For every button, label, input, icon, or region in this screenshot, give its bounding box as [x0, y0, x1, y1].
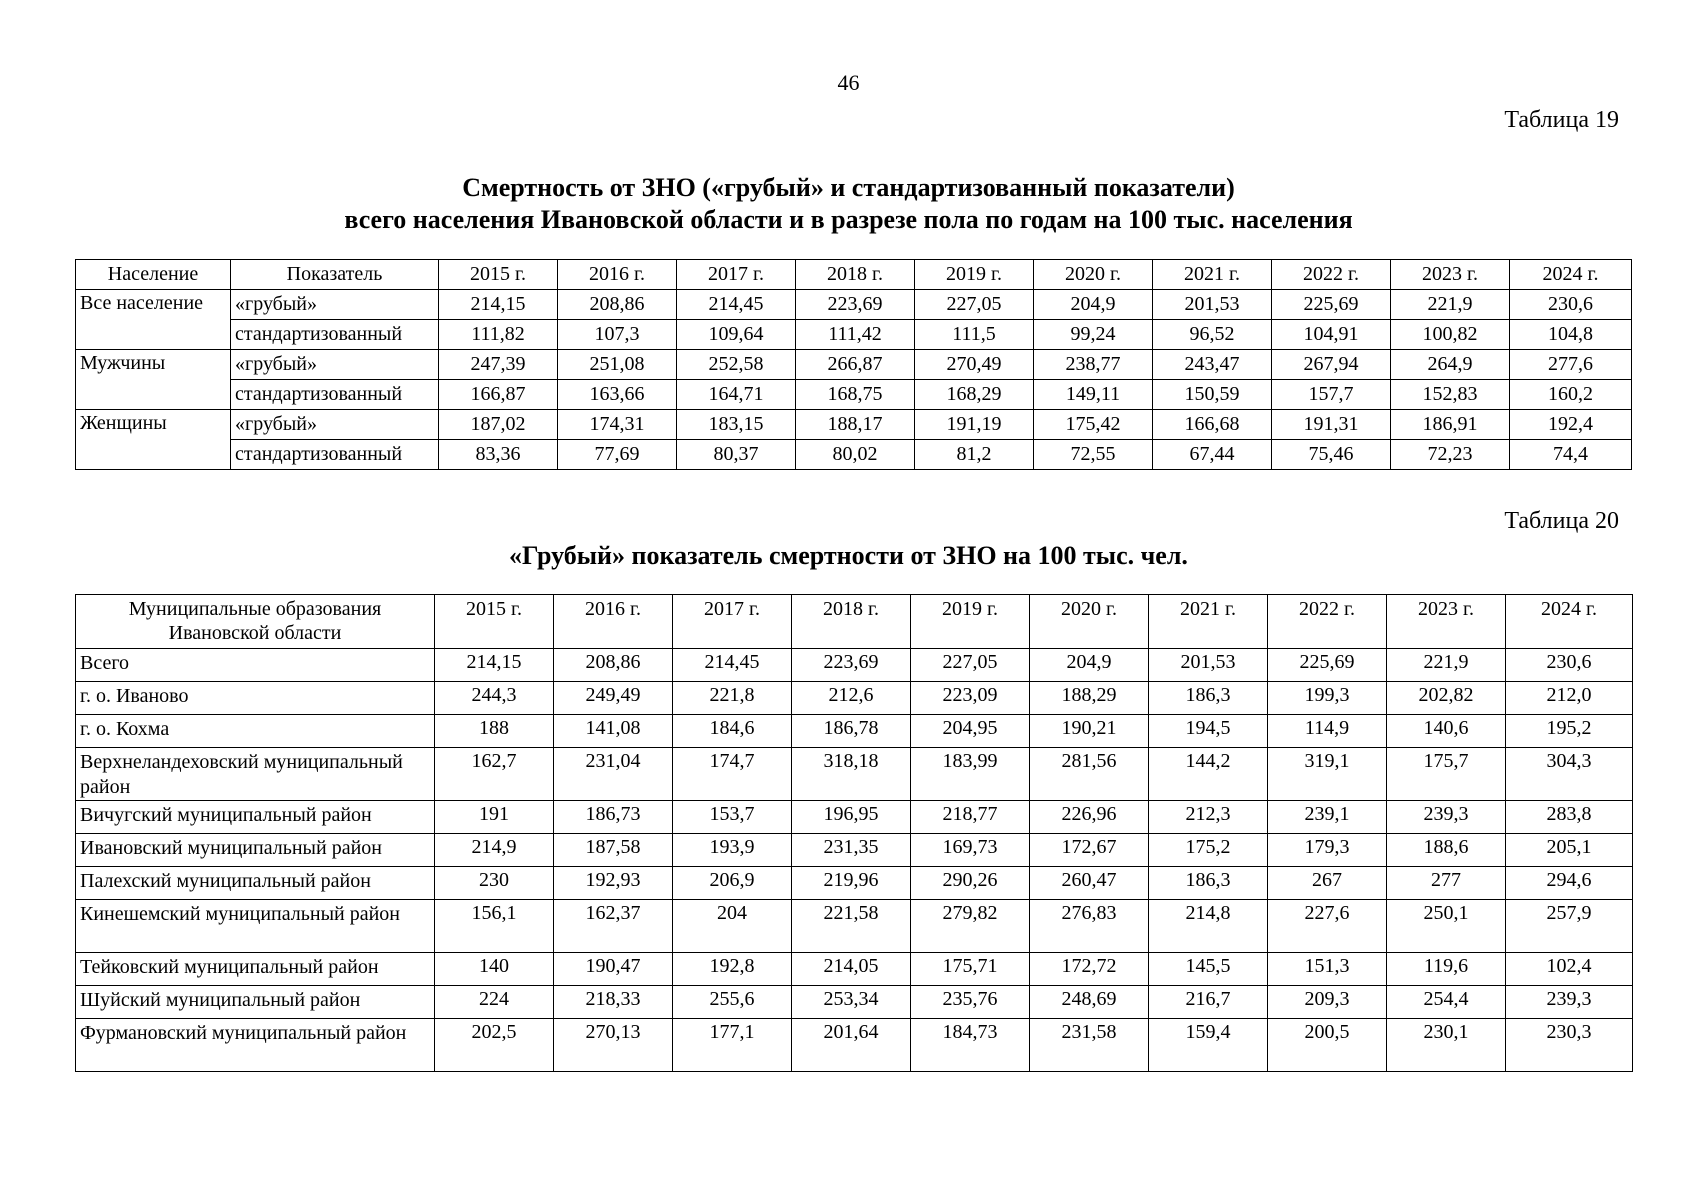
value-cell: 163,66 — [558, 380, 677, 410]
value-cell: 67,44 — [1153, 440, 1272, 470]
value-cell: 160,2 — [1510, 380, 1632, 410]
value-cell: 318,18 — [792, 748, 911, 801]
value-cell: 77,69 — [558, 440, 677, 470]
value-cell: 175,2 — [1149, 834, 1268, 867]
indicator-cell: стандартизованный — [231, 380, 439, 410]
value-cell: 214,9 — [435, 834, 554, 867]
table-row — [76, 320, 1632, 350]
value-cell: 212,6 — [792, 682, 911, 715]
value-cell: 187,02 — [439, 410, 558, 440]
value-cell: 186,78 — [792, 715, 911, 748]
value-cell: 235,76 — [911, 986, 1030, 1019]
header-year: 2020 г. — [1030, 595, 1149, 649]
value-cell: 218,33 — [554, 986, 673, 1019]
value-cell: 179,3 — [1268, 834, 1387, 867]
value-cell: 157,7 — [1272, 380, 1391, 410]
municipality-cell: г. о. Кохма — [76, 715, 435, 748]
header-year: 2024 г. — [1510, 260, 1632, 290]
table-row — [76, 649, 1633, 682]
value-cell: 267 — [1268, 867, 1387, 900]
value-cell: 277,6 — [1510, 350, 1632, 380]
value-cell: 214,15 — [435, 649, 554, 682]
header-year: 2016 г. — [554, 595, 673, 649]
table-19-title-line-1: Смертность от ЗНО («грубый» и стандартизованный показатели) — [462, 173, 1235, 202]
indicator-cell: стандартизованный — [231, 320, 439, 350]
value-cell: 153,7 — [673, 801, 792, 834]
value-cell: 225,69 — [1268, 649, 1387, 682]
value-cell: 188,29 — [1030, 682, 1149, 715]
value-cell: 186,3 — [1149, 867, 1268, 900]
value-cell: 225,69 — [1272, 290, 1391, 320]
value-cell: 114,9 — [1268, 715, 1387, 748]
value-cell: 281,56 — [1030, 748, 1149, 801]
value-cell: 104,8 — [1510, 320, 1632, 350]
value-cell: 204,9 — [1034, 290, 1153, 320]
value-cell: 212,0 — [1506, 682, 1633, 715]
value-cell: 156,1 — [435, 900, 554, 953]
value-cell: 192,4 — [1510, 410, 1632, 440]
value-cell: 230 — [435, 867, 554, 900]
value-cell: 219,96 — [792, 867, 911, 900]
table-row — [76, 440, 1632, 470]
value-cell: 150,59 — [1153, 380, 1272, 410]
header-year: 2024 г. — [1506, 595, 1633, 649]
value-cell: 227,05 — [915, 290, 1034, 320]
indicator-cell: стандартизованный — [231, 440, 439, 470]
header-year: 2018 г. — [796, 260, 915, 290]
value-cell: 226,96 — [1030, 801, 1149, 834]
value-cell: 214,15 — [439, 290, 558, 320]
value-cell: 119,6 — [1387, 953, 1506, 986]
value-cell: 223,69 — [792, 649, 911, 682]
value-cell: 221,9 — [1391, 290, 1510, 320]
value-cell: 214,05 — [792, 953, 911, 986]
value-cell: 172,67 — [1030, 834, 1149, 867]
table-row — [76, 290, 1632, 320]
value-cell: 175,42 — [1034, 410, 1153, 440]
value-cell: 188,17 — [796, 410, 915, 440]
value-cell: 80,02 — [796, 440, 915, 470]
header-year: 2022 г. — [1268, 595, 1387, 649]
table-row — [76, 801, 1633, 834]
value-cell: 102,4 — [1506, 953, 1633, 986]
value-cell: 294,6 — [1506, 867, 1633, 900]
value-cell: 221,8 — [673, 682, 792, 715]
value-cell: 183,15 — [677, 410, 796, 440]
header-year: 2015 г. — [439, 260, 558, 290]
value-cell: 201,64 — [792, 1019, 911, 1072]
value-cell: 74,4 — [1510, 440, 1632, 470]
value-cell: 186,3 — [1149, 682, 1268, 715]
header-year: 2021 г. — [1153, 260, 1272, 290]
value-cell: 238,77 — [1034, 350, 1153, 380]
value-cell: 239,3 — [1387, 801, 1506, 834]
value-cell: 186,73 — [554, 801, 673, 834]
value-cell: 247,39 — [439, 350, 558, 380]
value-cell: 206,9 — [673, 867, 792, 900]
value-cell: 81,2 — [915, 440, 1034, 470]
value-cell: 144,2 — [1149, 748, 1268, 801]
value-cell: 140 — [435, 953, 554, 986]
table-20-header-row — [76, 595, 1633, 649]
indicator-cell: «грубый» — [231, 290, 439, 320]
header-population: Население — [76, 260, 231, 290]
value-cell: 164,71 — [677, 380, 796, 410]
value-cell: 149,11 — [1034, 380, 1153, 410]
value-cell: 214,45 — [673, 649, 792, 682]
mortality-table-by-sex — [75, 259, 1632, 470]
value-cell: 169,73 — [911, 834, 1030, 867]
population-cell: Женщины — [76, 410, 231, 470]
value-cell: 244,3 — [435, 682, 554, 715]
value-cell: 159,4 — [1149, 1019, 1268, 1072]
value-cell: 204 — [673, 900, 792, 953]
value-cell: 140,6 — [1387, 715, 1506, 748]
value-cell: 166,68 — [1153, 410, 1272, 440]
value-cell: 107,3 — [558, 320, 677, 350]
value-cell: 191 — [435, 801, 554, 834]
value-cell: 204,95 — [911, 715, 1030, 748]
table-20-title: «Грубый» показатель смертности от ЗНО на 100 тыс. чел. — [509, 541, 1188, 570]
value-cell: 75,46 — [1272, 440, 1391, 470]
header-year: 2015 г. — [435, 595, 554, 649]
value-cell: 270,13 — [554, 1019, 673, 1072]
value-cell: 96,52 — [1153, 320, 1272, 350]
municipality-cell: Кинешемский муниципальный район — [76, 900, 435, 953]
table-row — [76, 748, 1633, 801]
municipality-cell: Верхнеландеховский муниципальный район — [76, 748, 435, 801]
value-cell: 227,05 — [911, 649, 1030, 682]
value-cell: 212,3 — [1149, 801, 1268, 834]
value-cell: 230,6 — [1506, 649, 1633, 682]
value-cell: 196,95 — [792, 801, 911, 834]
header-year: 2017 г. — [677, 260, 796, 290]
value-cell: 141,08 — [554, 715, 673, 748]
value-cell: 186,91 — [1391, 410, 1510, 440]
table-row — [76, 380, 1632, 410]
value-cell: 175,7 — [1387, 748, 1506, 801]
value-cell: 267,94 — [1272, 350, 1391, 380]
value-cell: 208,86 — [558, 290, 677, 320]
value-cell: 276,83 — [1030, 900, 1149, 953]
value-cell: 201,53 — [1149, 649, 1268, 682]
value-cell: 221,9 — [1387, 649, 1506, 682]
header-year: 2022 г. — [1272, 260, 1391, 290]
value-cell: 266,87 — [796, 350, 915, 380]
municipality-cell: Палехский муниципальный район — [76, 867, 435, 900]
value-cell: 166,87 — [439, 380, 558, 410]
value-cell: 243,47 — [1153, 350, 1272, 380]
table-row — [76, 410, 1632, 440]
value-cell: 100,82 — [1391, 320, 1510, 350]
value-cell: 249,49 — [554, 682, 673, 715]
value-cell: 188,6 — [1387, 834, 1506, 867]
value-cell: 99,24 — [1034, 320, 1153, 350]
value-cell: 204,9 — [1030, 649, 1149, 682]
value-cell: 218,77 — [911, 801, 1030, 834]
header-year: 2023 г. — [1391, 260, 1510, 290]
value-cell: 187,58 — [554, 834, 673, 867]
municipality-cell: Всего — [76, 649, 435, 682]
municipality-cell: Тейковский муниципальный район — [76, 953, 435, 986]
value-cell: 230,6 — [1510, 290, 1632, 320]
value-cell: 216,7 — [1149, 986, 1268, 1019]
value-cell: 239,1 — [1268, 801, 1387, 834]
municipality-cell: Вичугский муниципальный район — [76, 801, 435, 834]
value-cell: 109,64 — [677, 320, 796, 350]
value-cell: 257,9 — [1506, 900, 1633, 953]
value-cell: 231,04 — [554, 748, 673, 801]
value-cell: 304,3 — [1506, 748, 1633, 801]
value-cell: 83,36 — [439, 440, 558, 470]
indicator-cell: «грубый» — [231, 410, 439, 440]
header-year: 2020 г. — [1034, 260, 1153, 290]
header-year: 2017 г. — [673, 595, 792, 649]
value-cell: 111,82 — [439, 320, 558, 350]
value-cell: 283,8 — [1506, 801, 1633, 834]
table-row — [76, 867, 1633, 900]
value-cell: 162,37 — [554, 900, 673, 953]
value-cell: 188 — [435, 715, 554, 748]
value-cell: 255,6 — [673, 986, 792, 1019]
value-cell: 168,75 — [796, 380, 915, 410]
value-cell: 72,23 — [1391, 440, 1510, 470]
table-row — [76, 834, 1633, 867]
municipality-cell: г. о. Иваново — [76, 682, 435, 715]
value-cell: 209,3 — [1268, 986, 1387, 1019]
value-cell: 195,2 — [1506, 715, 1633, 748]
table-20-label: Таблица 20 — [1504, 508, 1619, 534]
header-year: 2021 г. — [1149, 595, 1268, 649]
value-cell: 80,37 — [677, 440, 796, 470]
table-row — [76, 986, 1633, 1019]
value-cell: 72,55 — [1034, 440, 1153, 470]
value-cell: 319,1 — [1268, 748, 1387, 801]
value-cell: 202,5 — [435, 1019, 554, 1072]
value-cell: 221,58 — [792, 900, 911, 953]
value-cell: 201,53 — [1153, 290, 1272, 320]
value-cell: 190,47 — [554, 953, 673, 986]
value-cell: 111,5 — [915, 320, 1034, 350]
value-cell: 151,3 — [1268, 953, 1387, 986]
value-cell: 192,93 — [554, 867, 673, 900]
value-cell: 227,6 — [1268, 900, 1387, 953]
value-cell: 172,72 — [1030, 953, 1149, 986]
value-cell: 174,7 — [673, 748, 792, 801]
value-cell: 168,29 — [915, 380, 1034, 410]
value-cell: 231,35 — [792, 834, 911, 867]
value-cell: 270,49 — [915, 350, 1034, 380]
value-cell: 174,31 — [558, 410, 677, 440]
value-cell: 260,47 — [1030, 867, 1149, 900]
value-cell: 202,82 — [1387, 682, 1506, 715]
population-cell: Мужчины — [76, 350, 231, 410]
indicator-cell: «грубый» — [231, 350, 439, 380]
header-year: 2016 г. — [558, 260, 677, 290]
value-cell: 145,5 — [1149, 953, 1268, 986]
mortality-table-by-municipality — [75, 594, 1633, 1072]
value-cell: 214,45 — [677, 290, 796, 320]
value-cell: 205,1 — [1506, 834, 1633, 867]
header-year: 2019 г. — [911, 595, 1030, 649]
header-year: 2018 г. — [792, 595, 911, 649]
value-cell: 162,7 — [435, 748, 554, 801]
table-row — [76, 715, 1633, 748]
value-cell: 224 — [435, 986, 554, 1019]
value-cell: 184,6 — [673, 715, 792, 748]
table-row — [76, 350, 1632, 380]
table-row — [76, 1019, 1633, 1072]
table-19-title — [0, 172, 1697, 236]
municipality-cell: Фурмановский муниципальный район — [76, 1019, 435, 1072]
value-cell: 251,08 — [558, 350, 677, 380]
value-cell: 111,42 — [796, 320, 915, 350]
header-municipality: Муниципальные образования Ивановской области — [76, 595, 435, 649]
value-cell: 200,5 — [1268, 1019, 1387, 1072]
value-cell: 277 — [1387, 867, 1506, 900]
value-cell: 191,19 — [915, 410, 1034, 440]
header-indicator: Показатель — [231, 260, 439, 290]
value-cell: 191,31 — [1272, 410, 1391, 440]
value-cell: 230,1 — [1387, 1019, 1506, 1072]
header-year: 2023 г. — [1387, 595, 1506, 649]
value-cell: 152,83 — [1391, 380, 1510, 410]
value-cell: 190,21 — [1030, 715, 1149, 748]
value-cell: 290,26 — [911, 867, 1030, 900]
table-row — [76, 953, 1633, 986]
table-19-label: Таблица 19 — [1504, 107, 1619, 133]
value-cell: 253,34 — [792, 986, 911, 1019]
page-number: 46 — [837, 70, 860, 95]
value-cell: 231,58 — [1030, 1019, 1149, 1072]
value-cell: 214,8 — [1149, 900, 1268, 953]
value-cell: 279,82 — [911, 900, 1030, 953]
value-cell: 264,9 — [1391, 350, 1510, 380]
value-cell: 199,3 — [1268, 682, 1387, 715]
value-cell: 184,73 — [911, 1019, 1030, 1072]
header-year: 2019 г. — [915, 260, 1034, 290]
value-cell: 252,58 — [677, 350, 796, 380]
value-cell: 193,9 — [673, 834, 792, 867]
value-cell: 175,71 — [911, 953, 1030, 986]
value-cell: 248,69 — [1030, 986, 1149, 1019]
value-cell: 223,09 — [911, 682, 1030, 715]
table-19-header-row — [76, 260, 1632, 290]
value-cell: 194,5 — [1149, 715, 1268, 748]
value-cell: 239,3 — [1506, 986, 1633, 1019]
value-cell: 104,91 — [1272, 320, 1391, 350]
municipality-cell: Шуйский муниципальный район — [76, 986, 435, 1019]
table-row — [76, 900, 1633, 953]
value-cell: 183,99 — [911, 748, 1030, 801]
municipality-cell: Ивановский муниципальный район — [76, 834, 435, 867]
value-cell: 250,1 — [1387, 900, 1506, 953]
value-cell: 208,86 — [554, 649, 673, 682]
value-cell: 230,3 — [1506, 1019, 1633, 1072]
table-row — [76, 682, 1633, 715]
population-cell: Все население — [76, 290, 231, 350]
value-cell: 254,4 — [1387, 986, 1506, 1019]
value-cell: 177,1 — [673, 1019, 792, 1072]
value-cell: 223,69 — [796, 290, 915, 320]
value-cell: 192,8 — [673, 953, 792, 986]
table-19-title-line-2: всего населения Ивановской области и в разрезе пола по годам на 100 тыс. населения — [344, 205, 1353, 234]
